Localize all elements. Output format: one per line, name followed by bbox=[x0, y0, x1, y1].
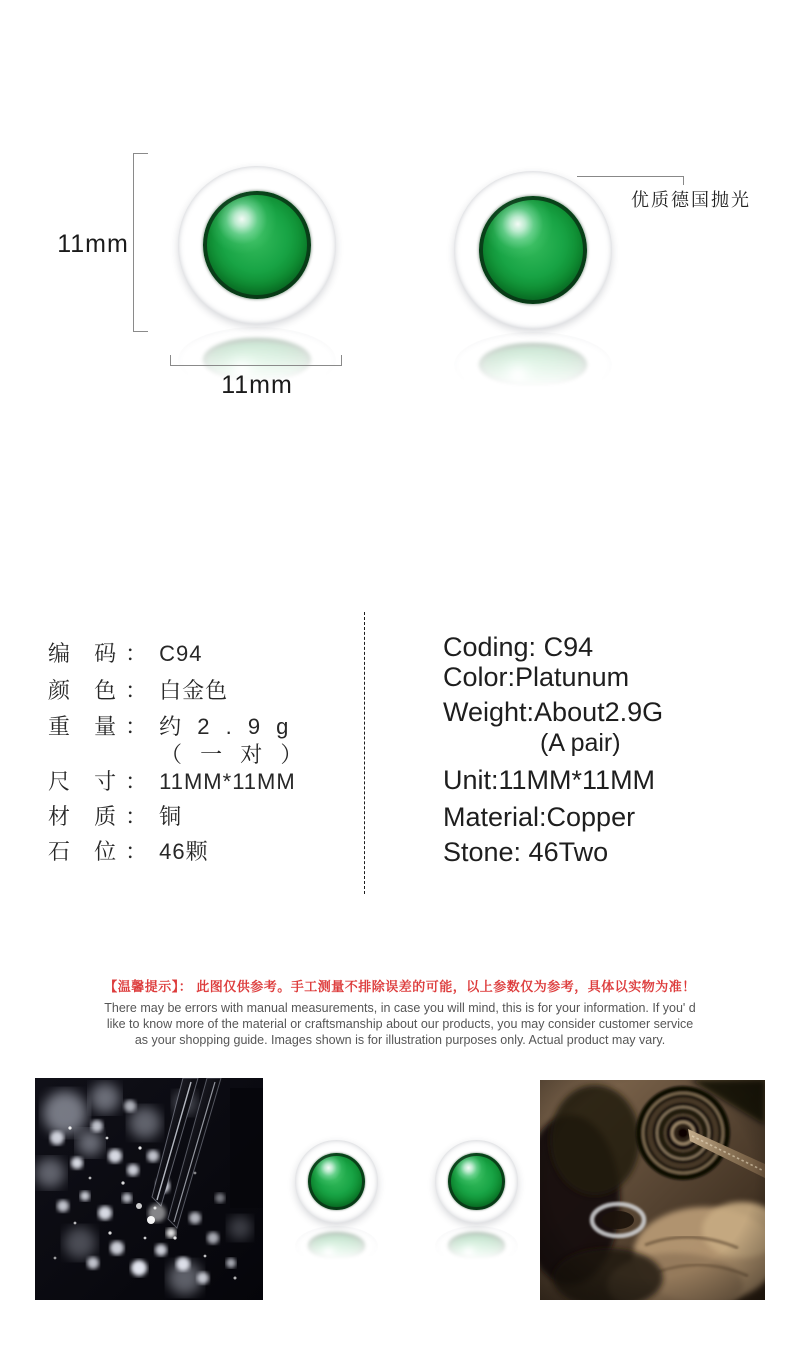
earring-pair-right bbox=[435, 1140, 518, 1223]
spec-divider-dashed-line bbox=[364, 612, 365, 894]
earring-pair-left-reflection bbox=[295, 1226, 378, 1266]
callout-tick bbox=[683, 176, 684, 185]
spec-row-en-weight: Weight:About2.9G bbox=[443, 697, 664, 727]
callout-line bbox=[577, 176, 684, 177]
spec-row-en-material: Material:Copper bbox=[443, 802, 636, 832]
notice-english-line2: like to know more of the material or craftsmanship about our products, you may consider customer service bbox=[106, 1017, 694, 1031]
spec-row-en-weight-note: (A pair) bbox=[540, 729, 621, 757]
spec-row-cn-code: 编 码： C94 bbox=[48, 641, 203, 666]
notice-english-line3: as your shopping guide. Images shown is for illustration purposes only. Actual product may vary. bbox=[134, 1033, 666, 1047]
width-dimension-bracket bbox=[170, 355, 342, 366]
earring-right-reflection bbox=[454, 332, 612, 398]
spec-row-en-unit: Unit:11MM*11MM bbox=[443, 765, 656, 795]
jade-gem bbox=[203, 191, 310, 298]
notice-chinese: 【温馨提示】： 此图仅供参考。手工测量不排除误差的可能，以上参数仅为参考，具体以实物为准！ bbox=[104, 979, 696, 994]
jade-gem bbox=[448, 1153, 504, 1209]
spec-row-cn-size: 尺 寸： 11MM*11MM bbox=[48, 769, 296, 794]
spec-row-en-coding: Coding: C94 bbox=[443, 632, 594, 662]
photo-loose-diamonds-tweezers bbox=[35, 1078, 263, 1300]
polish-callout-label: 优质德国抛光 bbox=[631, 190, 751, 210]
height-dimension-bracket bbox=[133, 153, 148, 332]
spec-row-en-stone: Stone: 46Two bbox=[443, 837, 609, 867]
spec-row-cn-color: 颜 色： 白金色 bbox=[48, 678, 229, 703]
spec-row-cn-weight-note: （ 一 对 ） bbox=[160, 742, 309, 767]
spec-row-cn-material: 材 质： 铜 bbox=[48, 804, 183, 829]
earring-right-photo bbox=[454, 171, 612, 329]
width-dimension-label: 11mm bbox=[221, 371, 293, 399]
height-dimension-label: 11mm bbox=[57, 230, 129, 258]
earring-pair-left bbox=[295, 1140, 378, 1223]
earring-pair-right-reflection bbox=[435, 1226, 518, 1266]
photo-polishing-machine bbox=[540, 1080, 765, 1300]
earring-left-photo bbox=[178, 166, 336, 324]
spec-row-cn-weight: 重 量： 约 2 . 9 g bbox=[48, 714, 294, 739]
notice-english-line1: There may be errors with manual measurements, in case you will mind, this is for your information. If you' d bbox=[104, 1001, 696, 1015]
jade-gem bbox=[479, 196, 586, 303]
spec-row-en-color: Color:Platunum bbox=[443, 662, 630, 692]
spec-row-cn-stone: 石 位： 46颗 bbox=[48, 839, 209, 864]
jade-gem bbox=[308, 1153, 364, 1209]
